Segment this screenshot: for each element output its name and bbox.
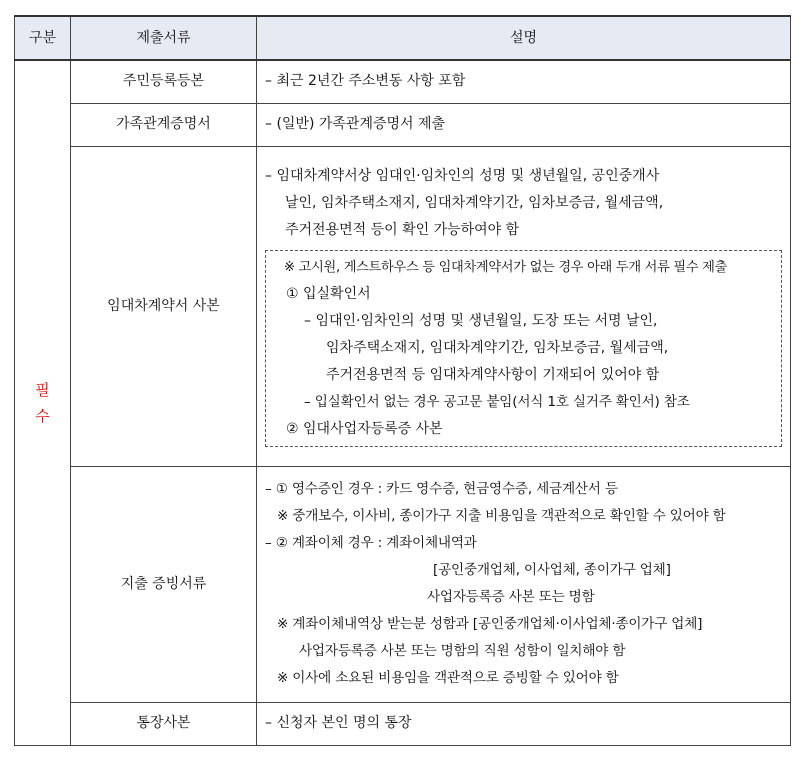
description-line: 주거전용면적 등이 확인 가능하여야 함 (285, 222, 520, 238)
table-row (15, 60, 791, 103)
dashed-note-box (265, 250, 782, 447)
description-line: – 임대차계약서상 임대인·임차인의 성명 및 생년월일, 공인중개사 (265, 168, 660, 184)
document-name: 지출 증빙서류 (71, 466, 257, 702)
description-line: ※ 이사에 소요된 비용임을 객관적으로 증빙할 수 있어야 함 (277, 670, 619, 686)
description-cell (257, 60, 791, 103)
description-line: – ② 계좌이체 경우 : 계좌이체내역과 (265, 535, 477, 551)
table-row (15, 103, 791, 146)
header-document: 제출서류 (71, 16, 257, 60)
description-cell (257, 103, 791, 146)
description-cell (257, 146, 791, 466)
description-cell (257, 466, 791, 702)
table-row (15, 466, 791, 702)
table-header-row (15, 16, 791, 60)
document-name: 주민등록등본 (71, 60, 257, 103)
box-item: ① 입실확인서 (286, 286, 371, 302)
box-sub-line: – 입실확인서 없는 경우 공고문 붙임(서식 1호 실거주 확인서) 참조 (304, 394, 690, 410)
category-char-2: 수 (35, 406, 50, 425)
table-row (15, 146, 791, 466)
description-line: – 최근 2년간 주소변동 사항 포함 (265, 73, 466, 90)
description-line: [공인중개업체, 이사업체, 종이가구 업체] (433, 562, 671, 578)
box-sub-line: – 임대인·임차인의 성명 및 생년월일, 도장 또는 서명 날인, (304, 313, 658, 329)
table-row (15, 702, 791, 745)
box-item: ② 임대사업자등록증 사본 (286, 421, 443, 437)
description-cell (257, 702, 791, 745)
document-name: 임대차계약서 사본 (71, 146, 257, 466)
description-line: – ① 영수증인 경우 : 카드 영수증, 현금영수증, 세금계산서 등 (265, 481, 618, 497)
box-sub-line: 임차주택소재지, 임대차계약기간, 임차보증금, 월세금액, (326, 340, 669, 356)
header-category: 구분 (15, 16, 71, 60)
description-line: – 신청자 본인 명의 통장 (265, 715, 412, 731)
category-cell (15, 60, 71, 745)
description-line: – (일반) 가족관계증명서 제출 (265, 116, 446, 132)
category-char-1: 필 (35, 380, 50, 399)
document-name: 통장사본 (71, 702, 257, 745)
description-line: 날인, 임차주택소재지, 임대차계약기간, 임차보증금, 월세금액, (285, 195, 664, 211)
description-line: ※ 계좌이체내역상 받는분 성함과 [공인중개업체·이사업체·종이가구 업체] (277, 616, 703, 632)
document-name: 가족관계증명서 (71, 103, 257, 146)
description-line: 사업자등록증 사본 또는 명함의 직원 성함이 일치해야 함 (299, 643, 626, 659)
description-line: ※ 중개보수, 이사비, 종이가구 지출 비용임을 객관적으로 확인할 수 있어야 함 (277, 508, 726, 524)
box-note: ※ 고시원, 게스트하우스 등 임대차계약서가 없는 경우 아래 두개 서류 필수 제출 (284, 260, 728, 275)
header-description: 설명 (257, 16, 791, 60)
box-sub-line: 주거전용면적 등 임대차계약사항이 기재되어 있어야 함 (326, 367, 660, 383)
required-documents-table (14, 15, 791, 746)
description-line: 사업자등록증 사본 또는 명함 (427, 589, 595, 605)
